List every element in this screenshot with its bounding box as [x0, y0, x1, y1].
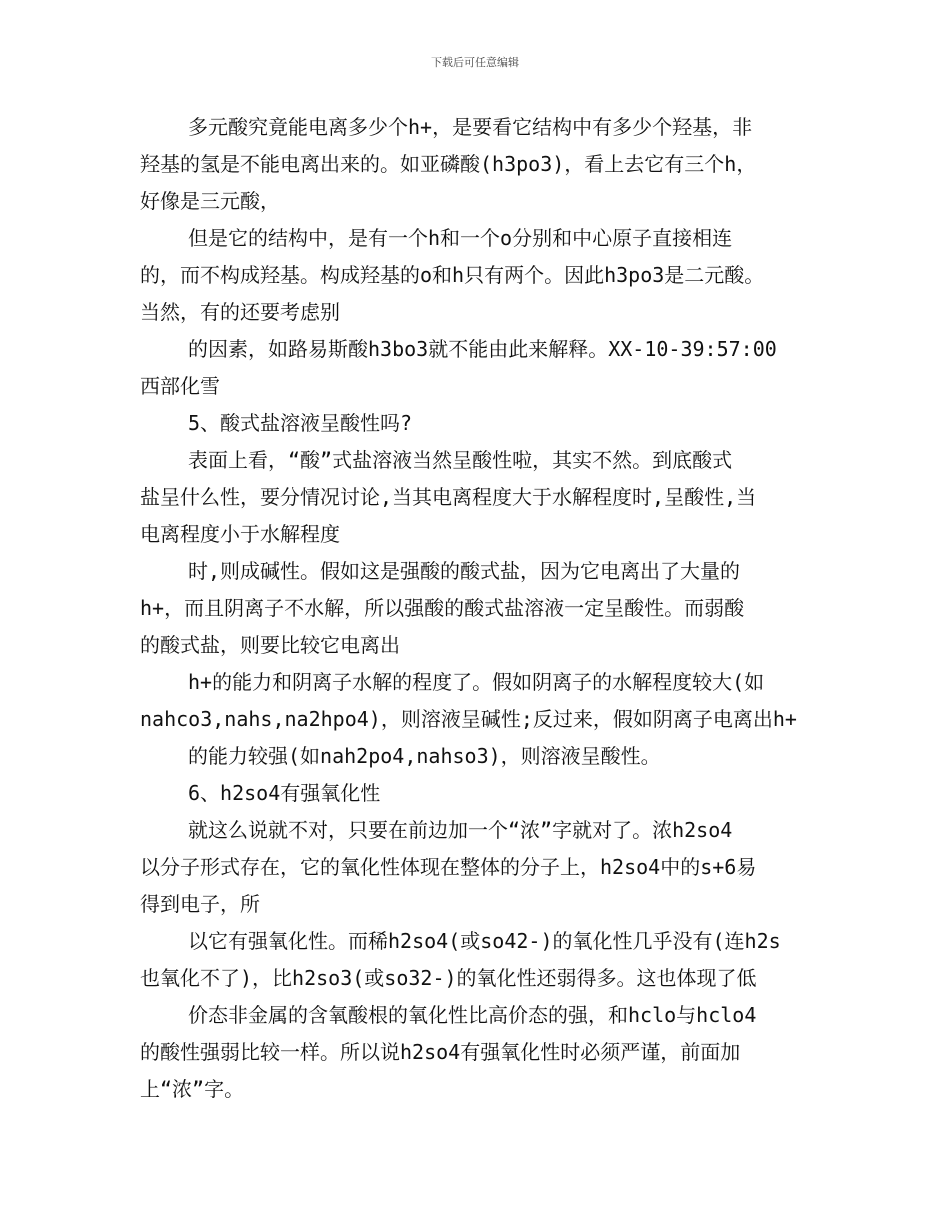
paragraph-line: nahco3,nahs,na2hpo4)，则溶液呈碱性;反过来，假如阴离子电离出h+ [140, 707, 797, 731]
paragraph-line: 以它有强氧化性。而稀h2so4(或so42-)的氧化性几乎没有(连h2s [188, 929, 781, 953]
page-header: 下载后可任意编辑 [431, 56, 519, 69]
paragraph-line: 但是它的结构中，是有一个h和一个o分别和中心原子直接相连 [188, 226, 733, 250]
paragraph-line: h+，而且阴离子不水解，所以强酸的酸式盐溶液一定呈酸性。而弱酸 [140, 596, 745, 620]
paragraph-line: 的，而不构成羟基。构成羟基的o和h只有两个。因此h3po3是二元酸。 [140, 263, 765, 287]
paragraph-line: 时,则成碱性。假如这是强酸的酸式盐，因为它电离出了大量的 [188, 559, 741, 583]
paragraph-line: 多元酸究竟能电离多少个h+，是要看它结构中有多少个羟基，非 [188, 115, 753, 139]
paragraph-line: 的酸性强弱比较一样。所以说h2so4有强氧化性时必须严谨，前面加 [140, 1040, 741, 1064]
paragraph-line: h+的能力和阴离子水解的程度了。假如阴离子的水解程度较大(如 [188, 670, 765, 694]
paragraph-line: 电离程度小于水解程度 [140, 522, 340, 546]
paragraph-line: 价态非金属的含氧酸根的氧化性比高价态的强，和hclo与hclo4 [188, 1003, 757, 1027]
paragraph-line: 好像是三元酸， [140, 189, 280, 213]
paragraph-line: 西部化雪 [140, 374, 220, 398]
paragraph-line: 表面上看，“酸”式盐溶液当然呈酸性啦，其实不然。到底酸式 [188, 448, 733, 472]
section-heading: 5、酸式盐溶液呈酸性吗? [188, 411, 413, 435]
paragraph-line: 得到电子，所 [140, 892, 260, 916]
paragraph-line: 以分子形式存在，它的氧化性体现在整体的分子上，h2so4中的s+6易 [140, 855, 757, 879]
paragraph-line: 当然，有的还要考虑别 [140, 300, 340, 324]
section-heading: 6、h2so4有强氧化性 [188, 781, 381, 805]
paragraph-line: 羟基的氢是不能电离出来的。如亚磷酸(h3po3)，看上去它有三个h， [140, 152, 757, 176]
paragraph-line: 盐呈什么性，要分情况讨论,当其电离程度大于水解程度时,呈酸性,当 [140, 485, 757, 509]
paragraph-line: 的能力较强(如nah2po4,nahso3)，则溶液呈酸性。 [188, 744, 661, 768]
paragraph-line: 就这么说就不对，只要在前边加一个“浓”字就对了。浓h2so4 [188, 818, 733, 842]
paragraph-line: 的酸式盐，则要比较它电离出 [140, 633, 400, 657]
paragraph-line: 上“浓”字。 [140, 1077, 245, 1101]
paragraph-line: 的因素，如路易斯酸h3bo3就不能由此来解释。XX-10-39:57:00 [188, 337, 777, 361]
paragraph-line: 也氧化不了)，比h2so3(或so32-)的氧化性还弱得多。这也体现了低 [140, 966, 757, 990]
